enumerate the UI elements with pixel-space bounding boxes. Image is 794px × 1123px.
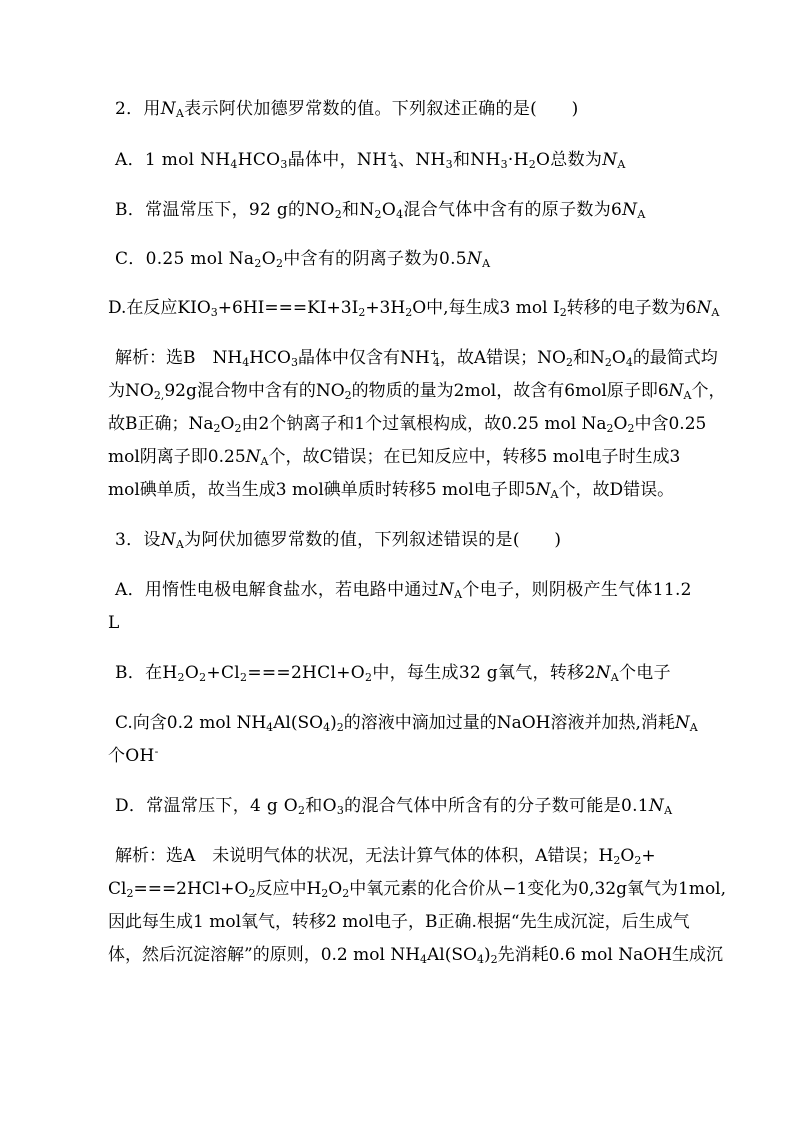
question-2-stem: 2．用$N_A$表示阿伏加德罗常数的值。下列叙述正确的是( ) bbox=[115, 99, 579, 120]
question-2-analysis-line-4: mol阴离子即$0.25N_A$个，故C错误；在已知反应中，转移5 mol电子时生成3 bbox=[108, 447, 681, 468]
question-3-analysis-line-4: 体，然后沉淀溶解”的原则，0.2 mol $NH_4Al(SO_4)_2$先消耗0.6 mol NaOH生成沉 bbox=[108, 945, 724, 966]
question-2-option-d: D.在反应$KIO_3+6HI===KI+3I_2+3H_2O$中,每生成3 mol $I_2$转移的电子数为$6N_A$ bbox=[108, 298, 720, 319]
question-3-option-b: B．在$H_2O_2+Cl_2===2HCl+O_2$中，每生成32 g氧气，转移$2N_A$个电子 bbox=[115, 663, 671, 684]
question-3-analysis-line-3: 因此每生成1 mol氧气，转移2 mol电子，B正确.根据“先生成沉淀，后生成气 bbox=[108, 912, 690, 932]
question-2-analysis-line-3: 故B正确；$Na_2O_2$由2个钠离子和1个过氧根构成，故0.25 mol $Na_2O_2$中含0.25 bbox=[108, 414, 707, 435]
question-3-option-a-line-2: L bbox=[108, 613, 120, 633]
question-3-option-c-line-1: C.向含0.2 mol $NH_4Al(SO_4)_2$的溶液中滴加过量的NaOH溶液并加热,消耗$N_A$ bbox=[115, 713, 698, 734]
question-2-analysis-line-5: mol碘单质，故当生成3 mol碘单质时转移5 mol电子即$5N_A$个，故D错误。 bbox=[108, 480, 675, 501]
question-2-option-c: C．0.25 mol $Na_2O_2$中含有的阴离子数为$0.5N_A$ bbox=[115, 249, 491, 270]
question-3-analysis-line-1: 解析：选A 未说明气体的状况，无法计算气体的体积，A错误；$H_2O_2+$ bbox=[115, 846, 656, 867]
question-2-analysis-line-1: 解析：选B $NH_4HCO_3$晶体中仅含有$NH^+_4$，故A错误；$NO_2$和$N_2O_4$的最简式均 bbox=[115, 347, 718, 369]
question-2-option-b: B．常温常压下，92 g的$NO_2$和$N_2O_4$混合气体中含有的原子数为$6N_A$ bbox=[115, 200, 646, 221]
question-3-option-d: D．常温常压下，4 g $O_2$和$O_3$的混合气体中所含有的分子数可能是$0.1N_A$ bbox=[115, 796, 673, 817]
question-2-analysis-line-2: 为$NO_{2,}92g$混合物中含有的$NO_2$的物质的量为2mol，故含有6mol原子即$6N_A$个， bbox=[108, 381, 726, 402]
question-3-option-a-line-1: A．用惰性电极电解食盐水，若电路中通过$N_A$个电子，则阴极产生气体11.2 bbox=[115, 580, 692, 601]
question-3-analysis-line-2: $Cl_2===2HCl+O_2$反应中$H_2O_2$中氧元素的化合价从−1变化为0,32g氧气为1mol, bbox=[108, 879, 727, 900]
question-3-stem: 3．设$N_A$为阿伏加德罗常数的值，下列叙述错误的是( ) bbox=[115, 530, 562, 551]
question-3-option-c-line-2: 个OH- bbox=[108, 745, 159, 766]
question-2-option-a: A．1 mol $NH_4HCO_3$晶体中，$NH^+_4$、$NH_3$和$NH_3\cdot H_2O$总数为$N_A$ bbox=[115, 149, 626, 171]
